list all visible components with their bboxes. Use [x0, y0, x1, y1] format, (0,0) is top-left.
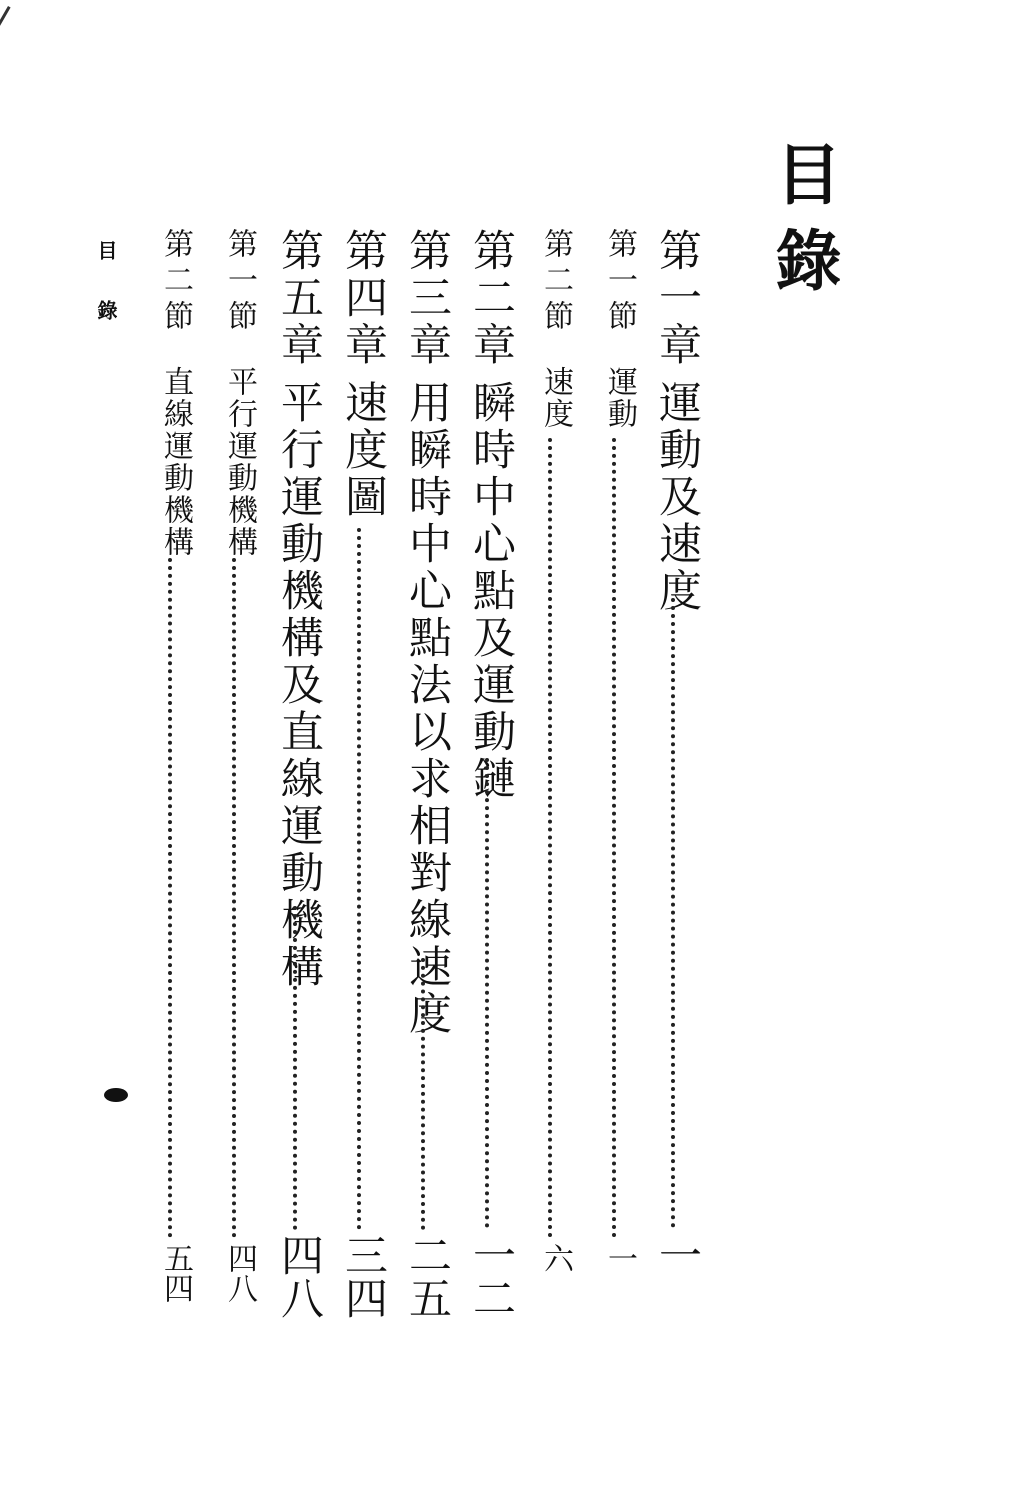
dot-leader	[293, 906, 297, 1230]
entry-number: 第五章	[274, 228, 324, 369]
entry-title: 瞬時中心點及運動鏈	[466, 380, 516, 803]
entry-page-number: 一	[602, 1243, 637, 1273]
entry-number: 第一章	[652, 228, 702, 369]
entry-number: 第一節	[602, 228, 637, 336]
entry-page-number: 五四	[158, 1243, 193, 1303]
entry-page-number: 一	[652, 1233, 702, 1276]
entry-page-number: 四八	[274, 1233, 324, 1319]
dot-leader	[671, 598, 675, 1228]
toc-entry-chapter-4[interactable]	[334, 228, 388, 1348]
page-title: 目錄	[764, 140, 842, 312]
entry-page-number: 三四	[338, 1233, 388, 1319]
dot-leader	[548, 438, 552, 1238]
dot-leader	[612, 438, 616, 1238]
toc-entry-chapter-1[interactable]	[648, 228, 702, 1348]
entry-title: 運動及速度	[652, 380, 702, 615]
entry-title: 平行運動機構	[222, 366, 257, 558]
entry-number: 第二章	[466, 228, 516, 369]
toc-entry-chapter-5[interactable]	[270, 228, 324, 1348]
toc-entry-section-5-1[interactable]	[214, 228, 257, 1348]
entry-page-number: 四八	[222, 1243, 257, 1303]
entry-number: 第二節	[538, 228, 573, 336]
toc-entry-section-5-2[interactable]	[150, 228, 193, 1348]
dot-leader	[168, 558, 172, 1238]
entry-number: 第三章	[402, 228, 452, 369]
entry-title: 用瞬時中心點法以求相對線速度	[402, 380, 452, 1038]
toc-entry-section-1[interactable]	[594, 228, 637, 1348]
entry-number: 第二節	[158, 228, 193, 336]
dot-leader	[357, 528, 361, 1230]
dot-leader	[485, 758, 489, 1228]
running-head: 目錄	[94, 240, 118, 360]
folio-mark	[104, 1088, 128, 1102]
entry-page-number: 一二	[466, 1233, 516, 1319]
entry-page-number: 六	[538, 1243, 573, 1273]
entry-title: 速度圖	[338, 380, 388, 521]
entry-title: 速度	[538, 366, 573, 430]
toc-entry-chapter-2[interactable]	[462, 228, 516, 1348]
entry-number: 第一節	[222, 228, 257, 336]
toc-entry-chapter-3[interactable]	[398, 228, 452, 1348]
dot-leader	[232, 558, 236, 1238]
entry-title: 運動	[602, 366, 637, 430]
entry-number: 第四章	[338, 228, 388, 369]
entry-title: 直線運動機構	[158, 366, 193, 558]
dot-leader	[421, 958, 425, 1230]
entry-page-number: 二五	[402, 1233, 452, 1319]
pencil-mark	[0, 6, 11, 46]
entry-title: 平行運動機構及直線運動機構	[274, 380, 324, 991]
toc-entry-section-2[interactable]	[530, 228, 573, 1348]
